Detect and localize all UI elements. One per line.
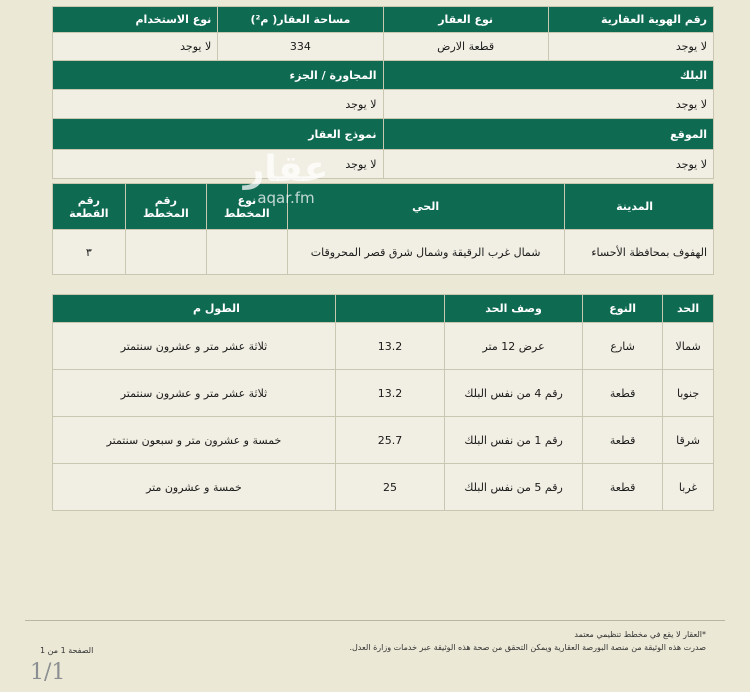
location-header-row [53,119,714,150]
value-plan-type [207,230,288,275]
footer-divider [25,620,725,621]
handwritten-page-mark: 1/1 [30,660,66,685]
header-length: الطول م [53,295,336,323]
header-location: الموقع [383,119,714,150]
location-table [52,183,714,275]
side-cell: غربا [663,464,714,511]
table-row [53,323,714,370]
table-row [53,464,714,511]
location-value-row [53,150,714,179]
type-cell: قطعة [583,417,663,464]
length-number-cell: 13.2 [335,370,444,417]
value-plot-number: ٣ [53,230,126,275]
description-cell: رقم 1 من نفس البلك [445,417,583,464]
length-number-cell: 13.2 [335,323,444,370]
header-property-area: مساحة العقار( م²) [218,7,383,33]
property-value-row [53,33,714,61]
header-neighborhood-part: المجاورة / الجزء [53,61,384,90]
length-text-cell: ثلاثة عشر متر و عشرون سنتمتر [53,323,336,370]
boundaries-table [52,294,714,511]
header-district: الحي [287,184,564,230]
value-plan-number [125,230,206,275]
header-plan-number: رقم المخطط [125,184,206,230]
table-row [53,370,714,417]
block-value-row [53,90,714,119]
header-property-type: نوع العقار [383,7,548,33]
header-side: الحد [663,295,714,323]
type-cell: قطعة [583,370,663,417]
header-plot-number: رقم القطعة [53,184,126,230]
value-block: لا يوجد [383,90,714,119]
description-cell: رقم 4 من نفس البلك [445,370,583,417]
length-number-cell: 25.7 [335,417,444,464]
table-row [53,417,714,464]
header-usage-type: نوع الاستخدام [53,7,218,33]
type-cell: قطعة [583,464,663,511]
length-text-cell: ثلاثة عشر متر و عشرون سنتمتر [53,370,336,417]
value-location: لا يوجد [383,150,714,179]
side-cell: شمالا [663,323,714,370]
location-table-row [53,230,714,275]
boundaries-header [53,295,714,323]
header-type: النوع [583,295,663,323]
header-property-id: رقم الهوية العقارية [548,7,713,33]
value-usage-type: لا يوجد [53,33,218,61]
block-header-row [53,61,714,90]
length-number-cell: 25 [335,464,444,511]
watermark-domain: aqar.fm [257,189,315,207]
value-property-type: قطعة الارض [383,33,548,61]
header-city: المدينة [564,184,713,230]
footer-note-unplanned: *العقار لا يقع في مخطط تنظيمي معتمد [574,630,706,639]
length-text-cell: خمسة و عشرون متر و سبعون سنتمتر [53,417,336,464]
value-property-id: لا يوجد [548,33,713,61]
header-blank [335,295,444,323]
page-number: الصفحة 1 من 1 [40,646,94,655]
value-property-model: لا يوجد [53,150,384,179]
watermark-brand: عقار [243,149,329,190]
type-cell: شارع [583,323,663,370]
description-cell: عرض 12 متر [445,323,583,370]
property-info-table [52,6,714,179]
property-header-row [53,7,714,33]
length-text-cell: خمسة و عشرون متر [53,464,336,511]
value-property-area: 334 [218,33,383,61]
side-cell: جنوبا [663,370,714,417]
description-cell: رقم 5 من نفس البلك [445,464,583,511]
side-cell: شرقا [663,417,714,464]
header-plan-type: نوع المخطط [207,184,288,230]
header-block: البلك [383,61,714,90]
footer-note-verification: صدرت هذه الوثيقة من منصة البورصة العقارية ويمكن التحقق من صحة هذه الوثيقة عبر خدمات وزارة العدل. [349,643,706,652]
value-neighborhood-part: لا يوجد [53,90,384,119]
header-description: وصف الحد [445,295,583,323]
location-table-header [53,184,714,230]
value-district: شمال غرب الرقيقة وشمال شرق قصر المحروقات [287,230,564,275]
value-city: الهفوف بمحافظة الأحساء [564,230,713,275]
header-property-model: نموذج العقار [53,119,384,150]
